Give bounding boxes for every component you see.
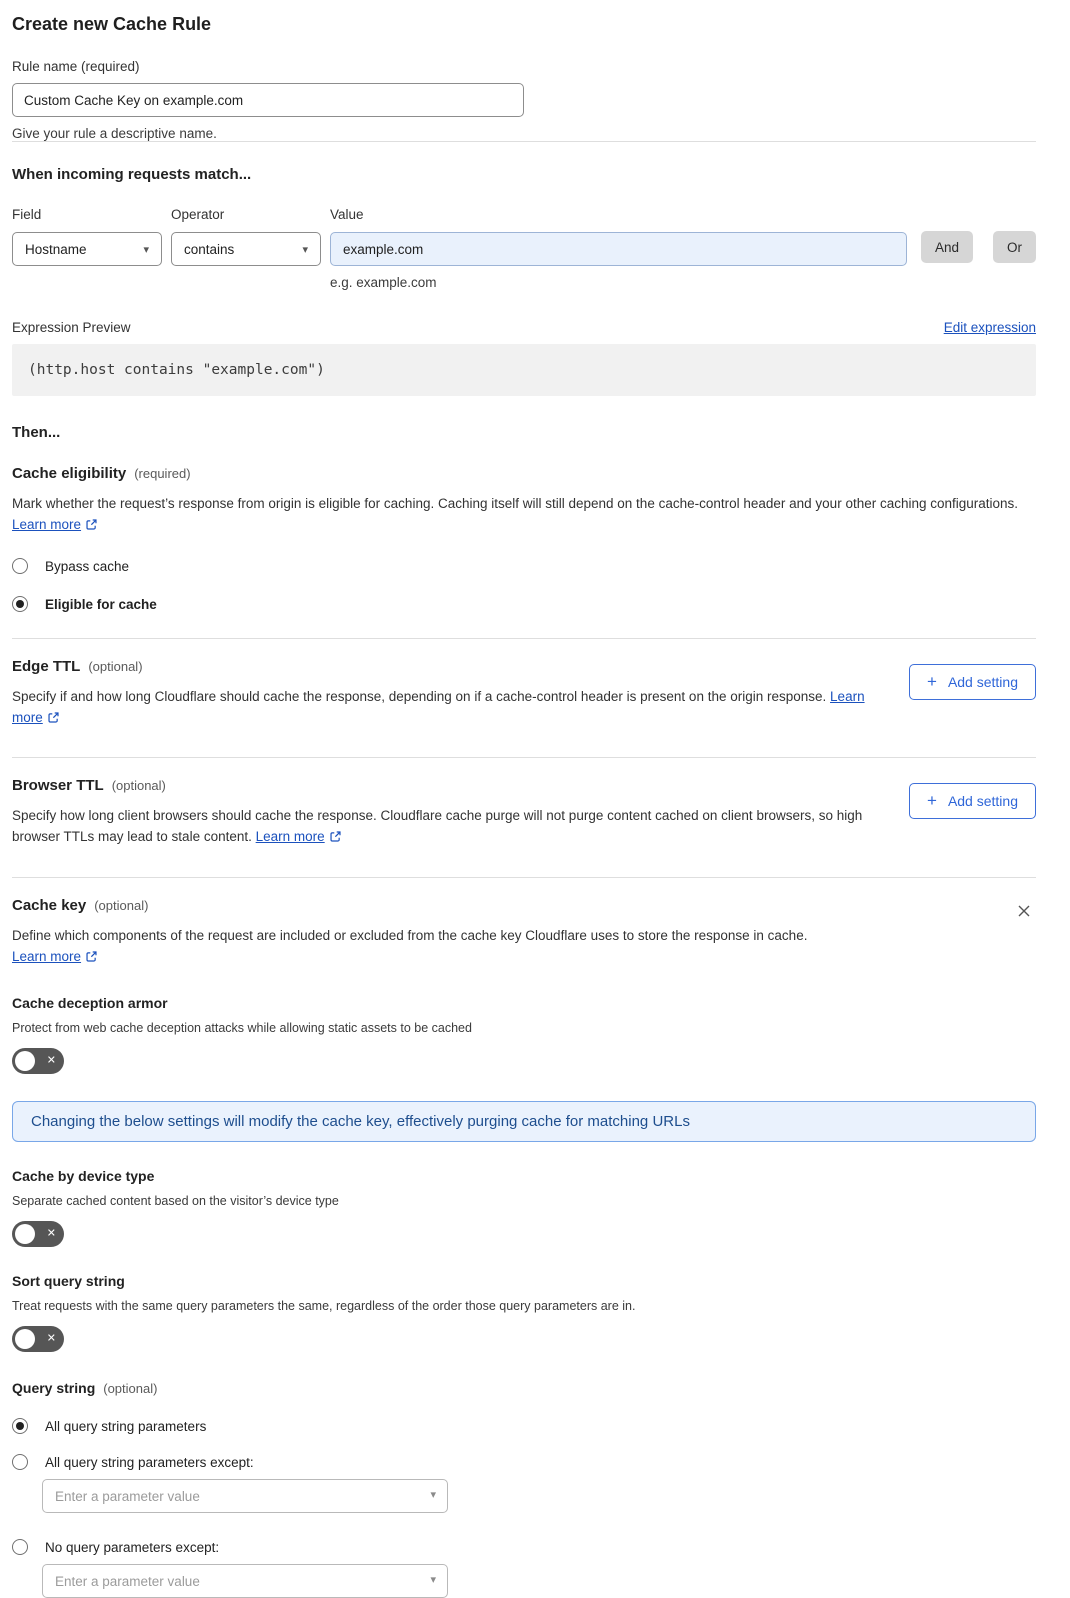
radio-circle-checked bbox=[12, 1418, 28, 1434]
external-link-icon bbox=[85, 948, 98, 969]
cache-key-description bbox=[12, 925, 807, 969]
page-title: Create new Cache Rule bbox=[12, 14, 212, 34]
field-select[interactable] bbox=[12, 232, 162, 266]
radio-circle-checked bbox=[12, 596, 28, 612]
edge-ttl-learn-more-link[interactable]: Learn more bbox=[12, 689, 865, 725]
cache-by-device-type-title: Cache by device type bbox=[12, 1168, 155, 1184]
cache-by-device-type-toggle[interactable] bbox=[12, 1221, 64, 1247]
create-cache-rule-form bbox=[12, 0, 1036, 1598]
divider bbox=[12, 141, 1036, 142]
toggle-off-x-icon: ✕ bbox=[46, 1227, 56, 1240]
radio-eligible-for-cache[interactable] bbox=[12, 596, 1036, 612]
operator-select-value: contains bbox=[184, 241, 235, 257]
cache-deception-armor-description: Protect from web cache deception attacks while allowing static assets to be cached bbox=[12, 1021, 472, 1035]
parameter-value-combobox bbox=[42, 1479, 448, 1513]
rule-name-input[interactable] bbox=[12, 83, 524, 117]
or-button[interactable]: Or bbox=[993, 231, 1036, 263]
sort-query-string-description: Treat requests with the same query parameters the same, regardless of the order those query parameters are in. bbox=[12, 1299, 636, 1313]
match-section bbox=[12, 166, 1036, 290]
value-column bbox=[330, 207, 907, 290]
divider bbox=[12, 877, 1036, 878]
browser-ttl-description-text: Specify how long client browsers should cache the response. Cloudflare cache purge will not purge content cached on client browsers, so high browser TTLs may lead to stale content. bbox=[12, 808, 863, 844]
field-label: Field bbox=[12, 207, 42, 222]
edit-expression-link[interactable]: Edit expression bbox=[943, 320, 1036, 335]
rule-name-helper: Give your rule a descriptive name. bbox=[12, 126, 217, 141]
match-row bbox=[12, 207, 1036, 290]
cache-eligibility-section bbox=[12, 465, 1036, 612]
radio-label: No query parameters except: bbox=[45, 1539, 220, 1555]
cache-key-section bbox=[12, 897, 1036, 1598]
add-setting-label: Add setting bbox=[947, 793, 1018, 809]
expression-preview-header bbox=[12, 320, 1036, 335]
radio-bypass-cache[interactable] bbox=[12, 558, 1036, 574]
edge-ttl-description bbox=[12, 686, 867, 730]
browser-ttl-description bbox=[12, 805, 867, 849]
radio-label: Eligible for cache bbox=[45, 596, 157, 612]
edge-ttl-title: Edge TTL bbox=[12, 658, 81, 675]
chevron-down-icon: ▾ bbox=[430, 1489, 436, 1501]
cache-key-warning-banner: Changing the below settings will modify the cache key, effectively purging cache for matching URLs bbox=[12, 1101, 1036, 1142]
parameter-value-combobox bbox=[42, 1564, 448, 1598]
chevron-down-icon: ▾ bbox=[302, 243, 308, 256]
field-column bbox=[12, 207, 162, 266]
then-heading: Then... bbox=[12, 424, 61, 441]
toggle-knob bbox=[15, 1224, 35, 1244]
sort-query-string-title: Sort query string bbox=[12, 1273, 125, 1289]
cache-key-title: Cache key bbox=[12, 897, 87, 914]
radio-label: All query string parameters bbox=[45, 1418, 207, 1434]
cache-key-qualifier: (optional) bbox=[94, 898, 149, 913]
external-link-icon bbox=[85, 516, 98, 537]
toggle-knob bbox=[15, 1329, 35, 1349]
cache-by-device-type-group bbox=[12, 1168, 1036, 1247]
browser-ttl-learn-more-link[interactable]: Learn more bbox=[255, 829, 325, 844]
radio-no-query-parameters-except[interactable] bbox=[12, 1539, 1036, 1555]
sort-query-string-toggle[interactable] bbox=[12, 1326, 64, 1352]
and-button[interactable]: And bbox=[921, 231, 973, 263]
edge-ttl-qualifier: (optional) bbox=[88, 659, 143, 674]
plus-icon: + bbox=[927, 791, 937, 810]
cache-deception-armor-group bbox=[12, 995, 1036, 1074]
plus-icon: + bbox=[927, 672, 937, 691]
edge-ttl-description-text: Specify if and how long Cloudflare should cache the response, depending on if a cache-control header is present on the origin response. bbox=[12, 689, 827, 704]
sort-query-string-group bbox=[12, 1273, 1036, 1352]
browser-ttl-qualifier: (optional) bbox=[111, 778, 166, 793]
radio-all-query-string-parameters[interactable] bbox=[12, 1418, 1036, 1434]
cache-deception-armor-toggle[interactable] bbox=[12, 1048, 64, 1074]
value-helper: e.g. example.com bbox=[330, 275, 437, 290]
rule-name-label: Rule name (required) bbox=[12, 59, 140, 74]
operator-select[interactable] bbox=[171, 232, 321, 266]
operator-column bbox=[171, 207, 321, 266]
radio-circle bbox=[12, 1454, 28, 1470]
radio-circle bbox=[12, 558, 28, 574]
cache-eligibility-title: Cache eligibility bbox=[12, 465, 127, 482]
browser-ttl-add-setting-button[interactable] bbox=[909, 783, 1036, 819]
chevron-down-icon: ▾ bbox=[143, 243, 149, 256]
browser-ttl-title: Browser TTL bbox=[12, 777, 104, 794]
cache-key-description-text: Define which components of the request are included or excluded from the cache key Cloudflare uses to store the response in cache. bbox=[12, 928, 808, 943]
chevron-down-icon: ▾ bbox=[430, 1574, 436, 1586]
cache-by-device-type-description: Separate cached content based on the visitor’s device type bbox=[12, 1194, 339, 1208]
query-string-title: Query string bbox=[12, 1380, 96, 1396]
radio-label: All query string parameters except: bbox=[45, 1454, 254, 1470]
edge-ttl-section bbox=[12, 639, 1036, 730]
external-link-icon bbox=[329, 828, 342, 849]
add-setting-label: Add setting bbox=[947, 674, 1018, 690]
value-input[interactable] bbox=[330, 232, 907, 266]
cache-eligibility-learn-more-link[interactable]: Learn more bbox=[12, 517, 82, 532]
parameter-value-input[interactable] bbox=[42, 1479, 448, 1513]
toggle-knob bbox=[15, 1051, 35, 1071]
toggle-off-x-icon: ✕ bbox=[46, 1054, 56, 1067]
edge-ttl-add-setting-button[interactable] bbox=[909, 664, 1036, 700]
external-link-icon bbox=[47, 709, 60, 730]
browser-ttl-section bbox=[12, 758, 1036, 849]
query-string-qualifier: (optional) bbox=[103, 1381, 158, 1396]
operator-label: Operator bbox=[171, 207, 225, 222]
expression-code-block: (http.host contains "example.com") bbox=[12, 344, 1036, 396]
parameter-value-input[interactable] bbox=[42, 1564, 448, 1598]
rule-name-group bbox=[12, 59, 1036, 141]
cache-key-learn-more-link[interactable]: Learn more bbox=[12, 949, 82, 964]
match-heading: When incoming requests match... bbox=[12, 166, 252, 183]
field-select-value: Hostname bbox=[25, 241, 87, 257]
cache-eligibility-description-text: Mark whether the request’s response from origin is eligible for caching. Caching itself will still depend on the cache-control header and your other caching configurations. bbox=[12, 496, 1019, 511]
expression-preview-label: Expression Preview bbox=[12, 320, 131, 335]
cache-eligibility-qualifier: (required) bbox=[134, 466, 191, 481]
query-string-group bbox=[12, 1380, 1036, 1598]
radio-all-query-string-parameters-except[interactable] bbox=[12, 1454, 1036, 1470]
close-icon[interactable] bbox=[1014, 901, 1034, 921]
radio-circle bbox=[12, 1539, 28, 1555]
toggle-off-x-icon: ✕ bbox=[46, 1332, 56, 1345]
value-label: Value bbox=[330, 207, 364, 222]
radio-label: Bypass cache bbox=[45, 558, 130, 574]
cache-eligibility-description bbox=[12, 493, 1022, 537]
cache-deception-armor-title: Cache deception armor bbox=[12, 995, 168, 1011]
